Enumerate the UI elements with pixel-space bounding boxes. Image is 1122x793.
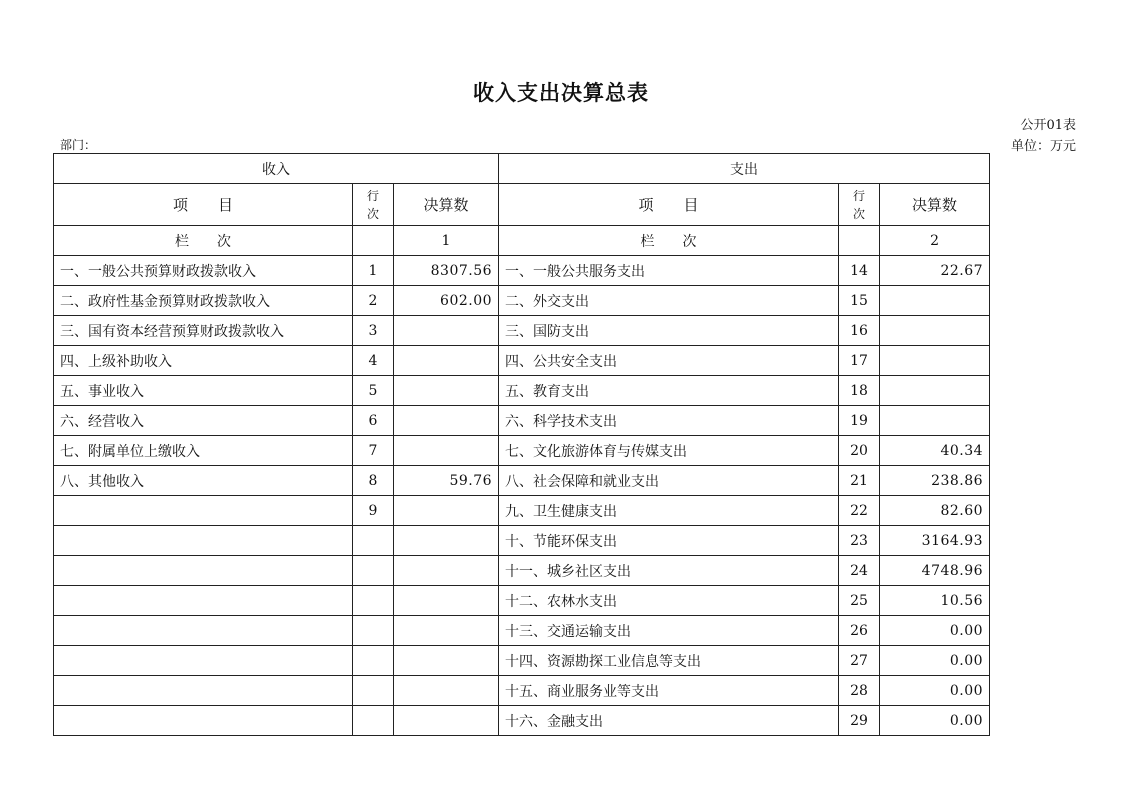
expense-amount-cell: 82.60: [880, 496, 990, 526]
income-line-no-cell: 6: [353, 406, 394, 436]
income-amount-cell: [394, 406, 499, 436]
income-line-no-cell: 3: [353, 316, 394, 346]
expense-line-no-cell: 19: [839, 406, 880, 436]
line-no-text: 行次: [367, 188, 380, 221]
expense-amount-cell: 10.56: [880, 586, 990, 616]
expense-amount-cell: 3164.93: [880, 526, 990, 556]
income-line-no-header: [353, 184, 394, 226]
expense-line-no-cell: 22: [839, 496, 880, 526]
expense-amount-cell: 22.67: [880, 256, 990, 286]
table-row: [54, 646, 990, 676]
table-row: [54, 496, 990, 526]
table-row: [54, 556, 990, 586]
income-amount-cell: [394, 376, 499, 406]
income-item-cell: 六、经营收入: [54, 406, 353, 436]
expense-line-no-cell: 14: [839, 256, 880, 286]
page-title: 收入支出决算总表: [473, 80, 649, 105]
line-no-text: 行次: [853, 188, 866, 221]
income-line-no-cell: [353, 676, 394, 706]
income-amount-cell: [394, 676, 499, 706]
income-item-cell: [54, 526, 353, 556]
expense-line-no-cell: 15: [839, 286, 880, 316]
income-item-cell: 四、上级补助收入: [54, 346, 353, 376]
expense-item-cell: 十四、资源勘探工业信息等支出: [499, 646, 839, 676]
expense-amount-cell: [880, 376, 990, 406]
expense-line-no-cell: 23: [839, 526, 880, 556]
income-item-cell: [54, 646, 353, 676]
expense-item-cell: 一、一般公共服务支出: [499, 256, 839, 286]
expense-line-no-cell: 25: [839, 586, 880, 616]
table-row: [54, 316, 990, 346]
column-header-row: [54, 184, 990, 226]
income-amount-cell: [394, 346, 499, 376]
expense-item-cell: 六、科学技术支出: [499, 406, 839, 436]
income-amount-cell: 8307.56: [394, 256, 499, 286]
income-line-no-cell: 9: [353, 496, 394, 526]
table-row: [54, 436, 990, 466]
income-line-no-cell: 2: [353, 286, 394, 316]
income-amount-cell: 59.76: [394, 466, 499, 496]
expense-amount-cell: [880, 406, 990, 436]
income-item-cell: 二、政府性基金预算财政拨款收入: [54, 286, 353, 316]
income-amount-cell: [394, 616, 499, 646]
income-line-no-cell: [353, 646, 394, 676]
table-row: [54, 586, 990, 616]
expense-item-cell: 二、外交支出: [499, 286, 839, 316]
income-item-cell: [54, 556, 353, 586]
income-item-cell: 八、其他收入: [54, 466, 353, 496]
expense-line-no-cell: 29: [839, 706, 880, 736]
expense-item-cell: 十一、城乡社区支出: [499, 556, 839, 586]
expense-line-no-cell: 27: [839, 646, 880, 676]
expense-line-no-cell: 21: [839, 466, 880, 496]
income-item-cell: [54, 496, 353, 526]
expense-column-blank: [839, 226, 880, 256]
table-row: [54, 466, 990, 496]
income-item-cell: [54, 706, 353, 736]
expense-line-no-cell: 20: [839, 436, 880, 466]
expense-amount-cell: 40.34: [880, 436, 990, 466]
expense-item-cell: 十六、金融支出: [499, 706, 839, 736]
expense-line-no-cell: 17: [839, 346, 880, 376]
expense-amount-cell: [880, 346, 990, 376]
income-item-cell: 三、国有资本经营预算财政拨款收入: [54, 316, 353, 346]
income-line-no-cell: [353, 616, 394, 646]
unit-label: 单位：万元: [1010, 139, 1076, 154]
expense-amount-cell: 0.00: [880, 616, 990, 646]
expense-amount-cell: 0.00: [880, 676, 990, 706]
income-amount-cell: 602.00: [394, 286, 499, 316]
expense-item-cell: 十二、农林水支出: [499, 586, 839, 616]
expense-line-no-cell: 26: [839, 616, 880, 646]
expense-amount-header: 决算数: [880, 184, 990, 226]
expense-item-cell: 四、公共安全支出: [499, 346, 839, 376]
income-amount-cell: [394, 526, 499, 556]
table-row: [54, 286, 990, 316]
income-line-no-cell: [353, 556, 394, 586]
income-column-blank: [353, 226, 394, 256]
income-line-no-cell: [353, 706, 394, 736]
expense-item-cell: 八、社会保障和就业支出: [499, 466, 839, 496]
expense-column-label: 栏 次: [499, 226, 839, 256]
income-amount-cell: [394, 316, 499, 346]
department-label: 部门：: [60, 138, 97, 152]
income-item-cell: [54, 676, 353, 706]
income-line-no-cell: 5: [353, 376, 394, 406]
income-header: 收入: [54, 154, 499, 184]
expense-item-cell: 三、国防支出: [499, 316, 839, 346]
income-amount-cell: [394, 586, 499, 616]
expense-amount-cell: [880, 286, 990, 316]
expense-item-cell: 七、文化旅游体育与传媒支出: [499, 436, 839, 466]
income-column-number: 1: [394, 226, 499, 256]
income-amount-cell: [394, 496, 499, 526]
expense-line-no-cell: 16: [839, 316, 880, 346]
expense-amount-cell: 4748.96: [880, 556, 990, 586]
table-row: [54, 346, 990, 376]
expense-amount-cell: 0.00: [880, 646, 990, 676]
table-row: [54, 616, 990, 646]
expense-header: 支出: [499, 154, 990, 184]
income-amount-cell: [394, 436, 499, 466]
income-item-cell: [54, 586, 353, 616]
budget-summary-table: [53, 153, 990, 736]
income-item-cell: [54, 616, 353, 646]
income-line-no-cell: [353, 586, 394, 616]
income-item-header: 项 目: [54, 184, 353, 226]
table-row: [54, 376, 990, 406]
income-amount-cell: [394, 706, 499, 736]
income-amount-cell: [394, 556, 499, 586]
expense-item-cell: 十、节能环保支出: [499, 526, 839, 556]
expense-item-cell: 九、卫生健康支出: [499, 496, 839, 526]
income-line-no-cell: [353, 526, 394, 556]
table-row: [54, 526, 990, 556]
expense-item-cell: 五、教育支出: [499, 376, 839, 406]
expense-item-cell: 十五、商业服务业等支出: [499, 676, 839, 706]
income-item-cell: 五、事业收入: [54, 376, 353, 406]
expense-amount-cell: 238.86: [880, 466, 990, 496]
expense-line-no-cell: 24: [839, 556, 880, 586]
income-line-no-cell: 7: [353, 436, 394, 466]
expense-item-header: 项 目: [499, 184, 839, 226]
expense-line-no-cell: 28: [839, 676, 880, 706]
income-line-no-cell: 4: [353, 346, 394, 376]
expense-line-no-header: [839, 184, 880, 226]
table-row: [54, 406, 990, 436]
column-index-row: [54, 226, 990, 256]
income-amount-header: 决算数: [394, 184, 499, 226]
section-header-row: [54, 154, 990, 184]
income-item-cell: 七、附属单位上缴收入: [54, 436, 353, 466]
expense-item-cell: 十三、交通运输支出: [499, 616, 839, 646]
expense-line-no-cell: 18: [839, 376, 880, 406]
expense-column-number: 2: [880, 226, 990, 256]
income-amount-cell: [394, 646, 499, 676]
expense-amount-cell: 0.00: [880, 706, 990, 736]
expense-amount-cell: [880, 316, 990, 346]
income-item-cell: 一、一般公共预算财政拨款收入: [54, 256, 353, 286]
income-line-no-cell: 1: [353, 256, 394, 286]
table-row: [54, 676, 990, 706]
income-line-no-cell: 8: [353, 466, 394, 496]
income-column-label: 栏 次: [54, 226, 353, 256]
form-number: 公开01表: [1020, 118, 1076, 133]
table-row: [54, 706, 990, 736]
table-row: [54, 256, 990, 286]
